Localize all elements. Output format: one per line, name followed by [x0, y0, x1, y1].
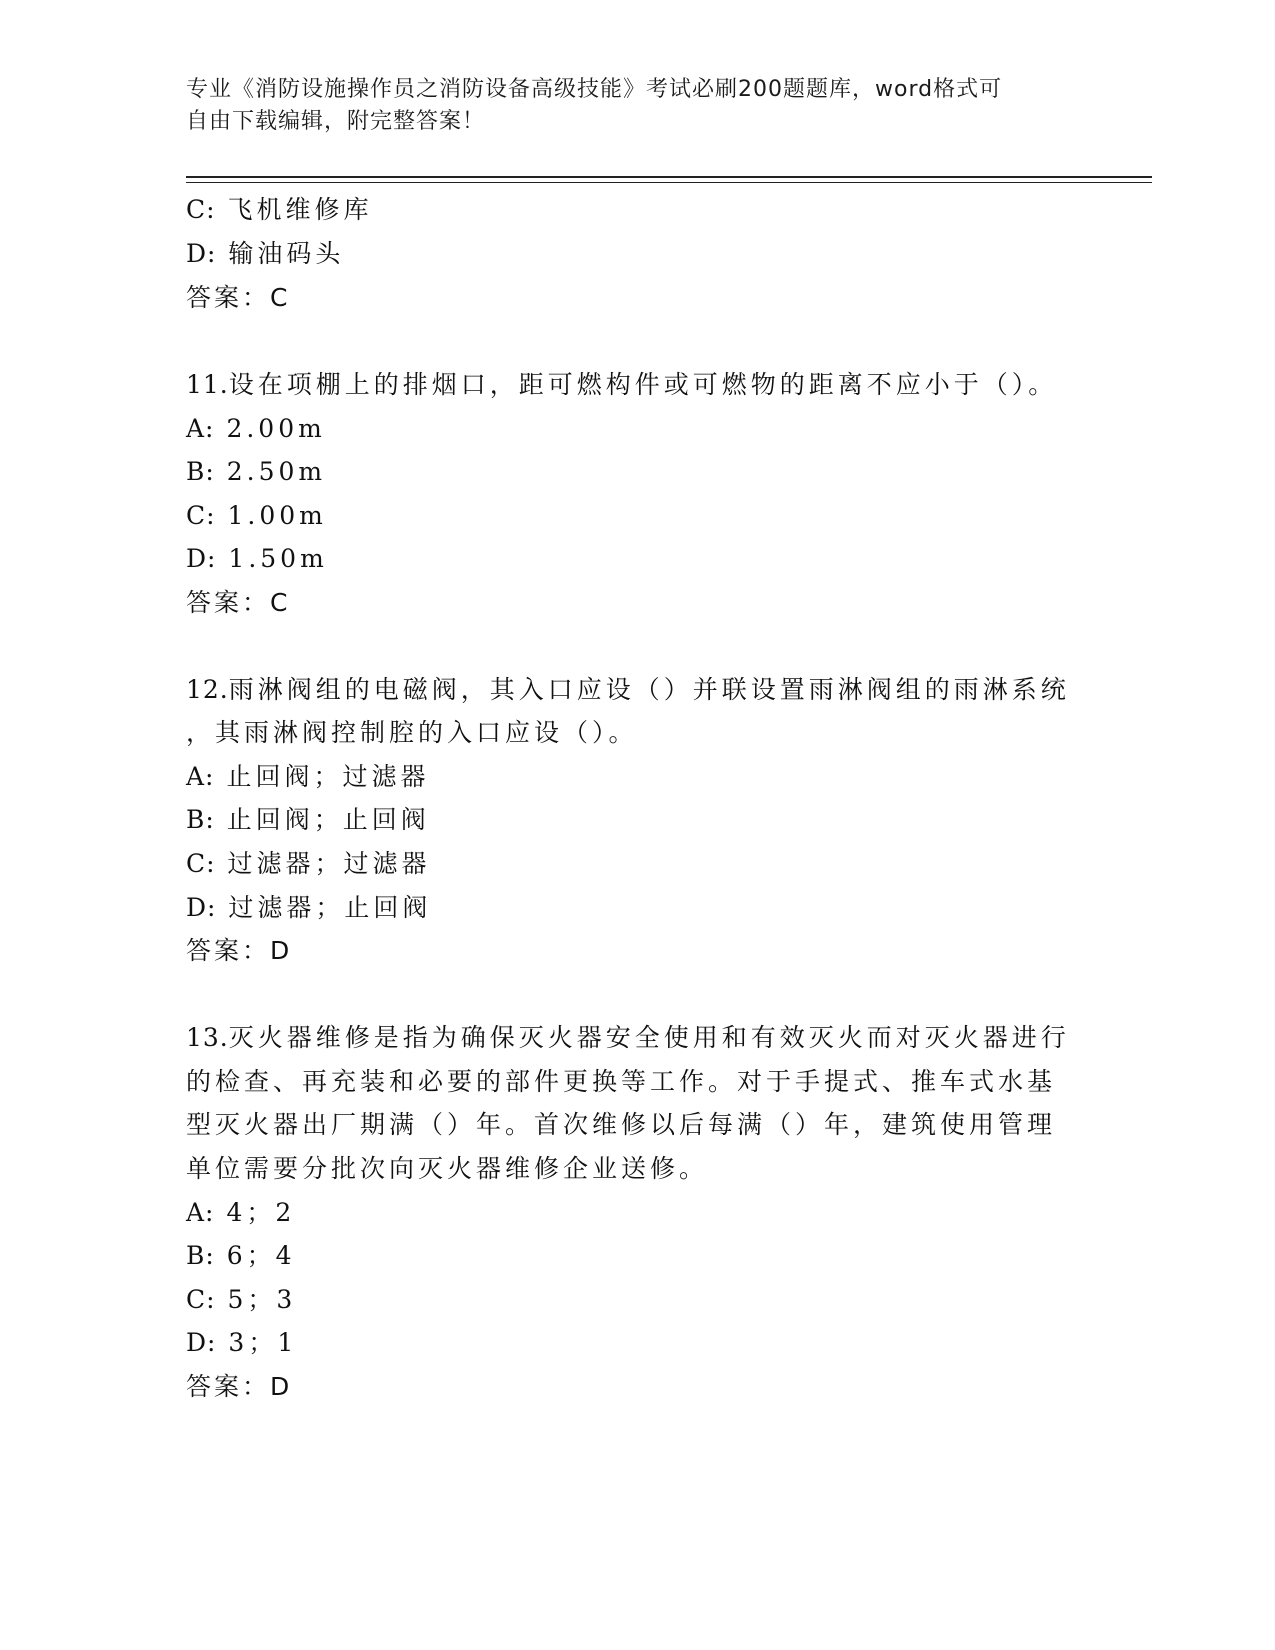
option-text: 止回阀；止回阀: [226, 805, 430, 834]
option-text: 过滤器；止回阀: [228, 893, 432, 922]
prev-option-c: [186, 193, 373, 227]
q13-answer: 答案：D: [186, 1372, 293, 1401]
header-line-1: 专业《消防设施操作员之消防设备高级技能》考试必刷200题题库，word格式可: [186, 77, 1003, 102]
option-letter: B:: [186, 805, 215, 834]
header-divider-thin: [186, 182, 1152, 183]
option-letter: C:: [186, 849, 216, 878]
option-letter: A:: [186, 414, 215, 443]
prev-option-d: [186, 237, 344, 271]
option-text: 2.50m: [226, 457, 327, 486]
q13-option-a: [186, 1196, 295, 1230]
option-letter: B:: [186, 457, 215, 486]
option-letter: A:: [186, 762, 215, 791]
option-letter: D:: [186, 893, 217, 922]
q12-stem-line-2: ，其雨淋阀控制腔的入口应设（）。: [186, 718, 638, 747]
q12-option-d: [186, 891, 431, 925]
option-text: 止回阀；过滤器: [226, 762, 430, 791]
question-number: 13.: [186, 1023, 229, 1052]
option-letter: C:: [186, 501, 216, 530]
question-text: 设在项棚上的排烟口，距可燃构件或可燃物的距离不应小于（）。: [228, 370, 1058, 399]
question-number: 11.: [186, 370, 229, 399]
option-letter: D:: [186, 239, 217, 268]
option-text: 输油码头: [228, 239, 345, 268]
q11-option-d: [186, 542, 328, 576]
q13-stem-line-1: [186, 1021, 1070, 1055]
q13-stem-line-2: 的检查、再充装和必要的部件更换等工作。对于手提式、推车式水基: [186, 1067, 1057, 1096]
q11-option-a: [186, 412, 326, 446]
question-number: 12.: [186, 675, 229, 704]
q12-option-b: [186, 803, 430, 837]
q12-option-a: [186, 760, 429, 794]
option-letter: C:: [186, 195, 216, 224]
q12-answer: 答案：D: [186, 936, 293, 965]
q11-option-c: [186, 499, 327, 533]
q13-stem-line-4: 单位需要分批次向灭火器维修企业送修。: [186, 1154, 709, 1183]
option-letter: B:: [186, 1241, 215, 1270]
option-text: 过滤器；过滤器: [227, 849, 431, 878]
option-letter: A:: [186, 1198, 215, 1227]
q11-answer: 答案：C: [186, 588, 291, 617]
q11-stem-line-1: [186, 368, 1057, 402]
q12-option-c: [186, 847, 431, 881]
option-text: 6；4: [226, 1241, 296, 1270]
q13-stem-line-3: 型灭火器出厂期满（）年。首次维修以后每满（）年，建筑使用管理: [186, 1110, 1057, 1139]
option-text: 5；3: [227, 1285, 297, 1314]
option-text: 1.50m: [228, 544, 328, 573]
question-text: 雨淋阀组的电磁阀，其入口应设（）并联设置雨淋阀组的雨淋系统: [228, 675, 1070, 704]
option-letter: C:: [186, 1285, 216, 1314]
option-text: 3；1: [228, 1328, 298, 1357]
q12-stem-line-1: [186, 673, 1070, 707]
option-text: 2.00m: [226, 414, 326, 443]
q13-option-c: [186, 1283, 296, 1317]
q13-option-d: [186, 1326, 297, 1360]
prev-answer: 答案：C: [186, 283, 291, 312]
q13-option-b: [186, 1239, 296, 1273]
header-line-2: 自由下载编辑，附完整答案！: [186, 109, 486, 134]
option-text: 1.00m: [227, 501, 327, 530]
option-letter: D:: [186, 544, 217, 573]
question-text: 灭火器维修是指为确保灭火器安全使用和有效灭火而对灭火器进行: [228, 1023, 1070, 1052]
document-header: [186, 74, 1086, 138]
option-text: 4；2: [226, 1198, 296, 1227]
option-text: 飞机维修库: [227, 195, 373, 224]
q11-option-b: [186, 455, 326, 489]
header-divider-thick: [186, 176, 1152, 178]
option-letter: D:: [186, 1328, 217, 1357]
